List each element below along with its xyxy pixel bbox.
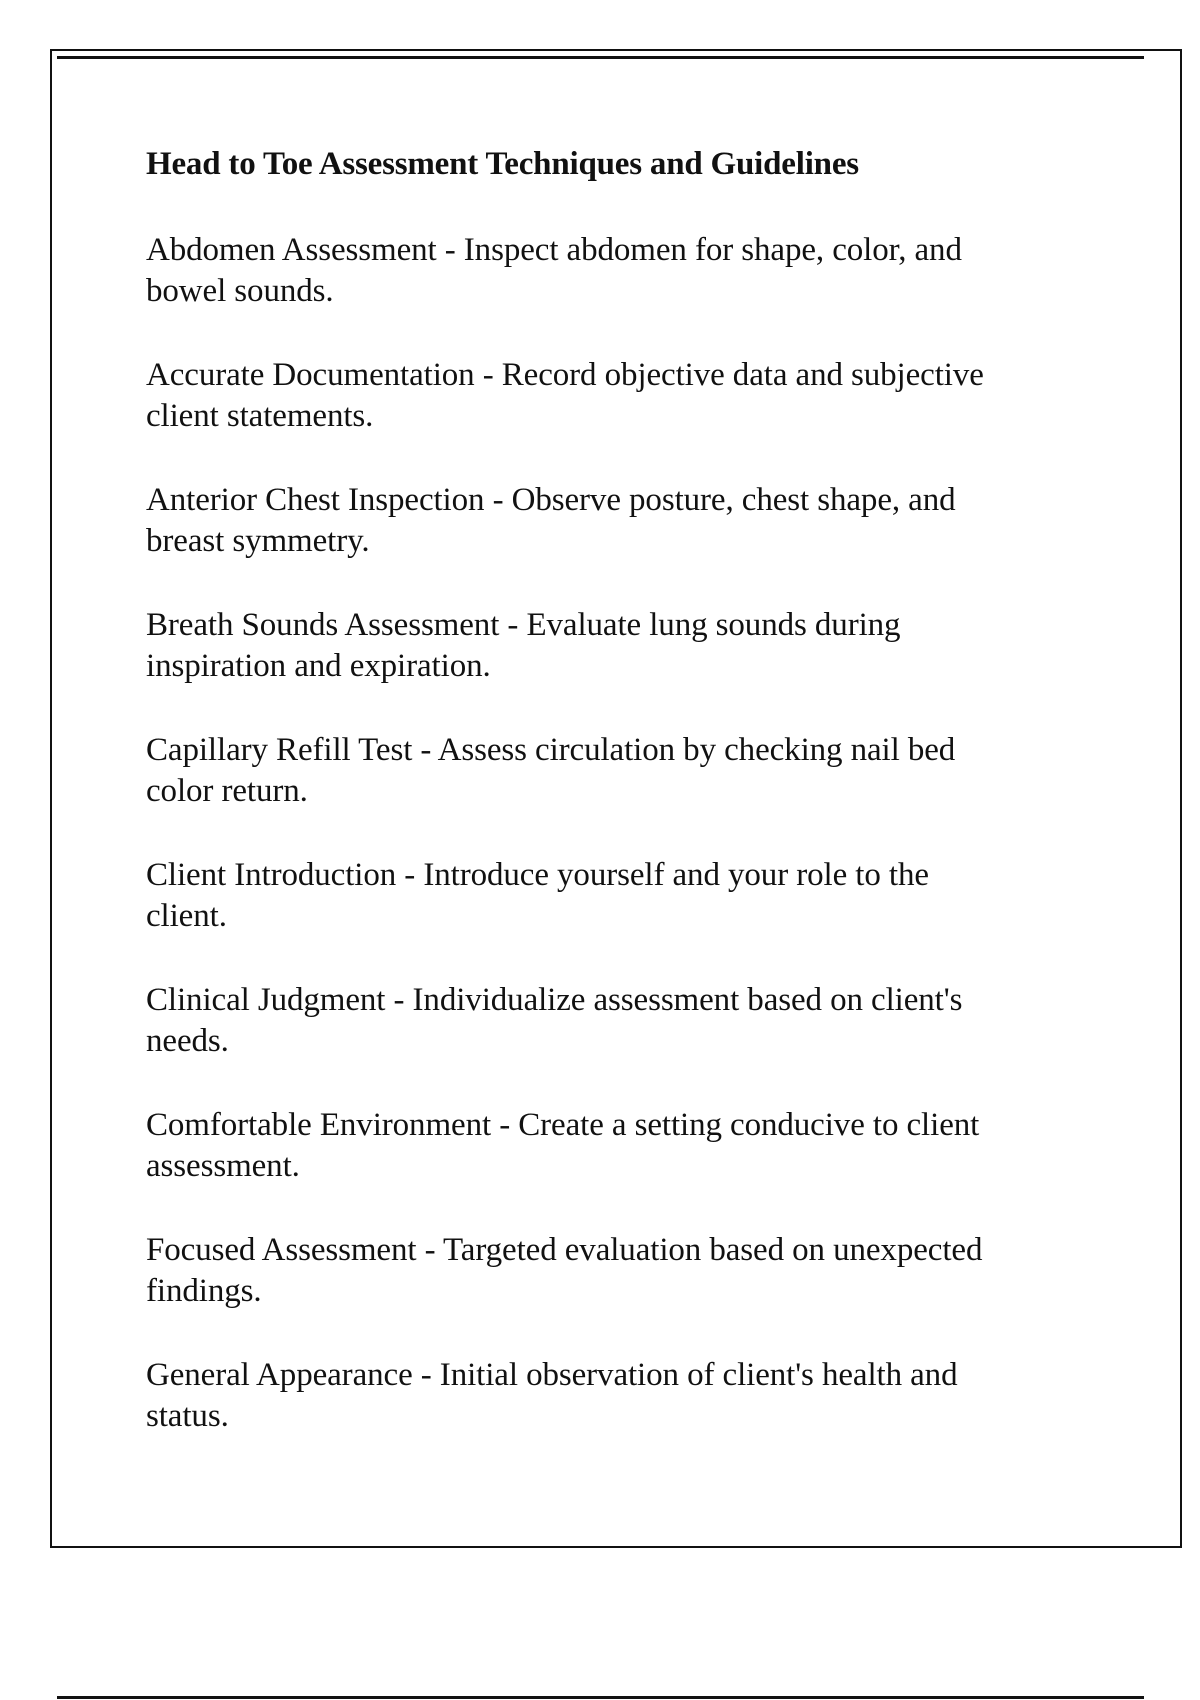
item-line: Capillary Refill Test - Assess circulation by checking nail bed (146, 732, 956, 768)
item-line: color return. (146, 773, 308, 809)
item-line: Abdomen Assessment - Inspect abdomen for shape, color, and (146, 232, 962, 268)
item-line: bowel sounds. (146, 273, 334, 309)
list-item (146, 355, 984, 480)
bottom-rule-divider (57, 1696, 1144, 1699)
item-line: Anterior Chest Inspection - Observe posture, chest shape, and (146, 482, 956, 518)
item-line: status. (146, 1398, 229, 1434)
item-line: assessment. (146, 1148, 300, 1184)
item-line: Clinical Judgment - Individualize assessment based on client's (146, 982, 963, 1018)
item-line: General Appearance - Initial observation of client's health and (146, 1357, 958, 1393)
top-rule-divider (57, 56, 1144, 59)
list-item (146, 1230, 984, 1355)
item-line: Breath Sounds Assessment - Evaluate lung sounds during (146, 607, 901, 643)
item-line: Comfortable Environment - Create a setting conducive to client (146, 1107, 980, 1143)
item-line: Focused Assessment - Targeted evaluation based on unexpected (146, 1232, 983, 1268)
term-list (146, 230, 984, 1480)
list-item (146, 230, 984, 355)
item-line: needs. (146, 1023, 229, 1059)
list-item (146, 480, 984, 605)
document-title: Head to Toe Assessment Techniques and Guidelines (146, 146, 859, 182)
list-item (146, 730, 984, 855)
item-line: Client Introduction - Introduce yourself and your role to the (146, 857, 929, 893)
list-item (146, 855, 984, 980)
list-item (146, 605, 984, 730)
item-line: breast symmetry. (146, 523, 370, 559)
item-line: inspiration and expiration. (146, 648, 491, 684)
item-line: findings. (146, 1273, 262, 1309)
list-item (146, 1355, 984, 1480)
list-item (146, 1105, 984, 1230)
item-line: client. (146, 898, 227, 934)
item-line: Accurate Documentation - Record objective data and subjective (146, 357, 984, 393)
item-line: client statements. (146, 398, 374, 434)
list-item (146, 980, 984, 1105)
